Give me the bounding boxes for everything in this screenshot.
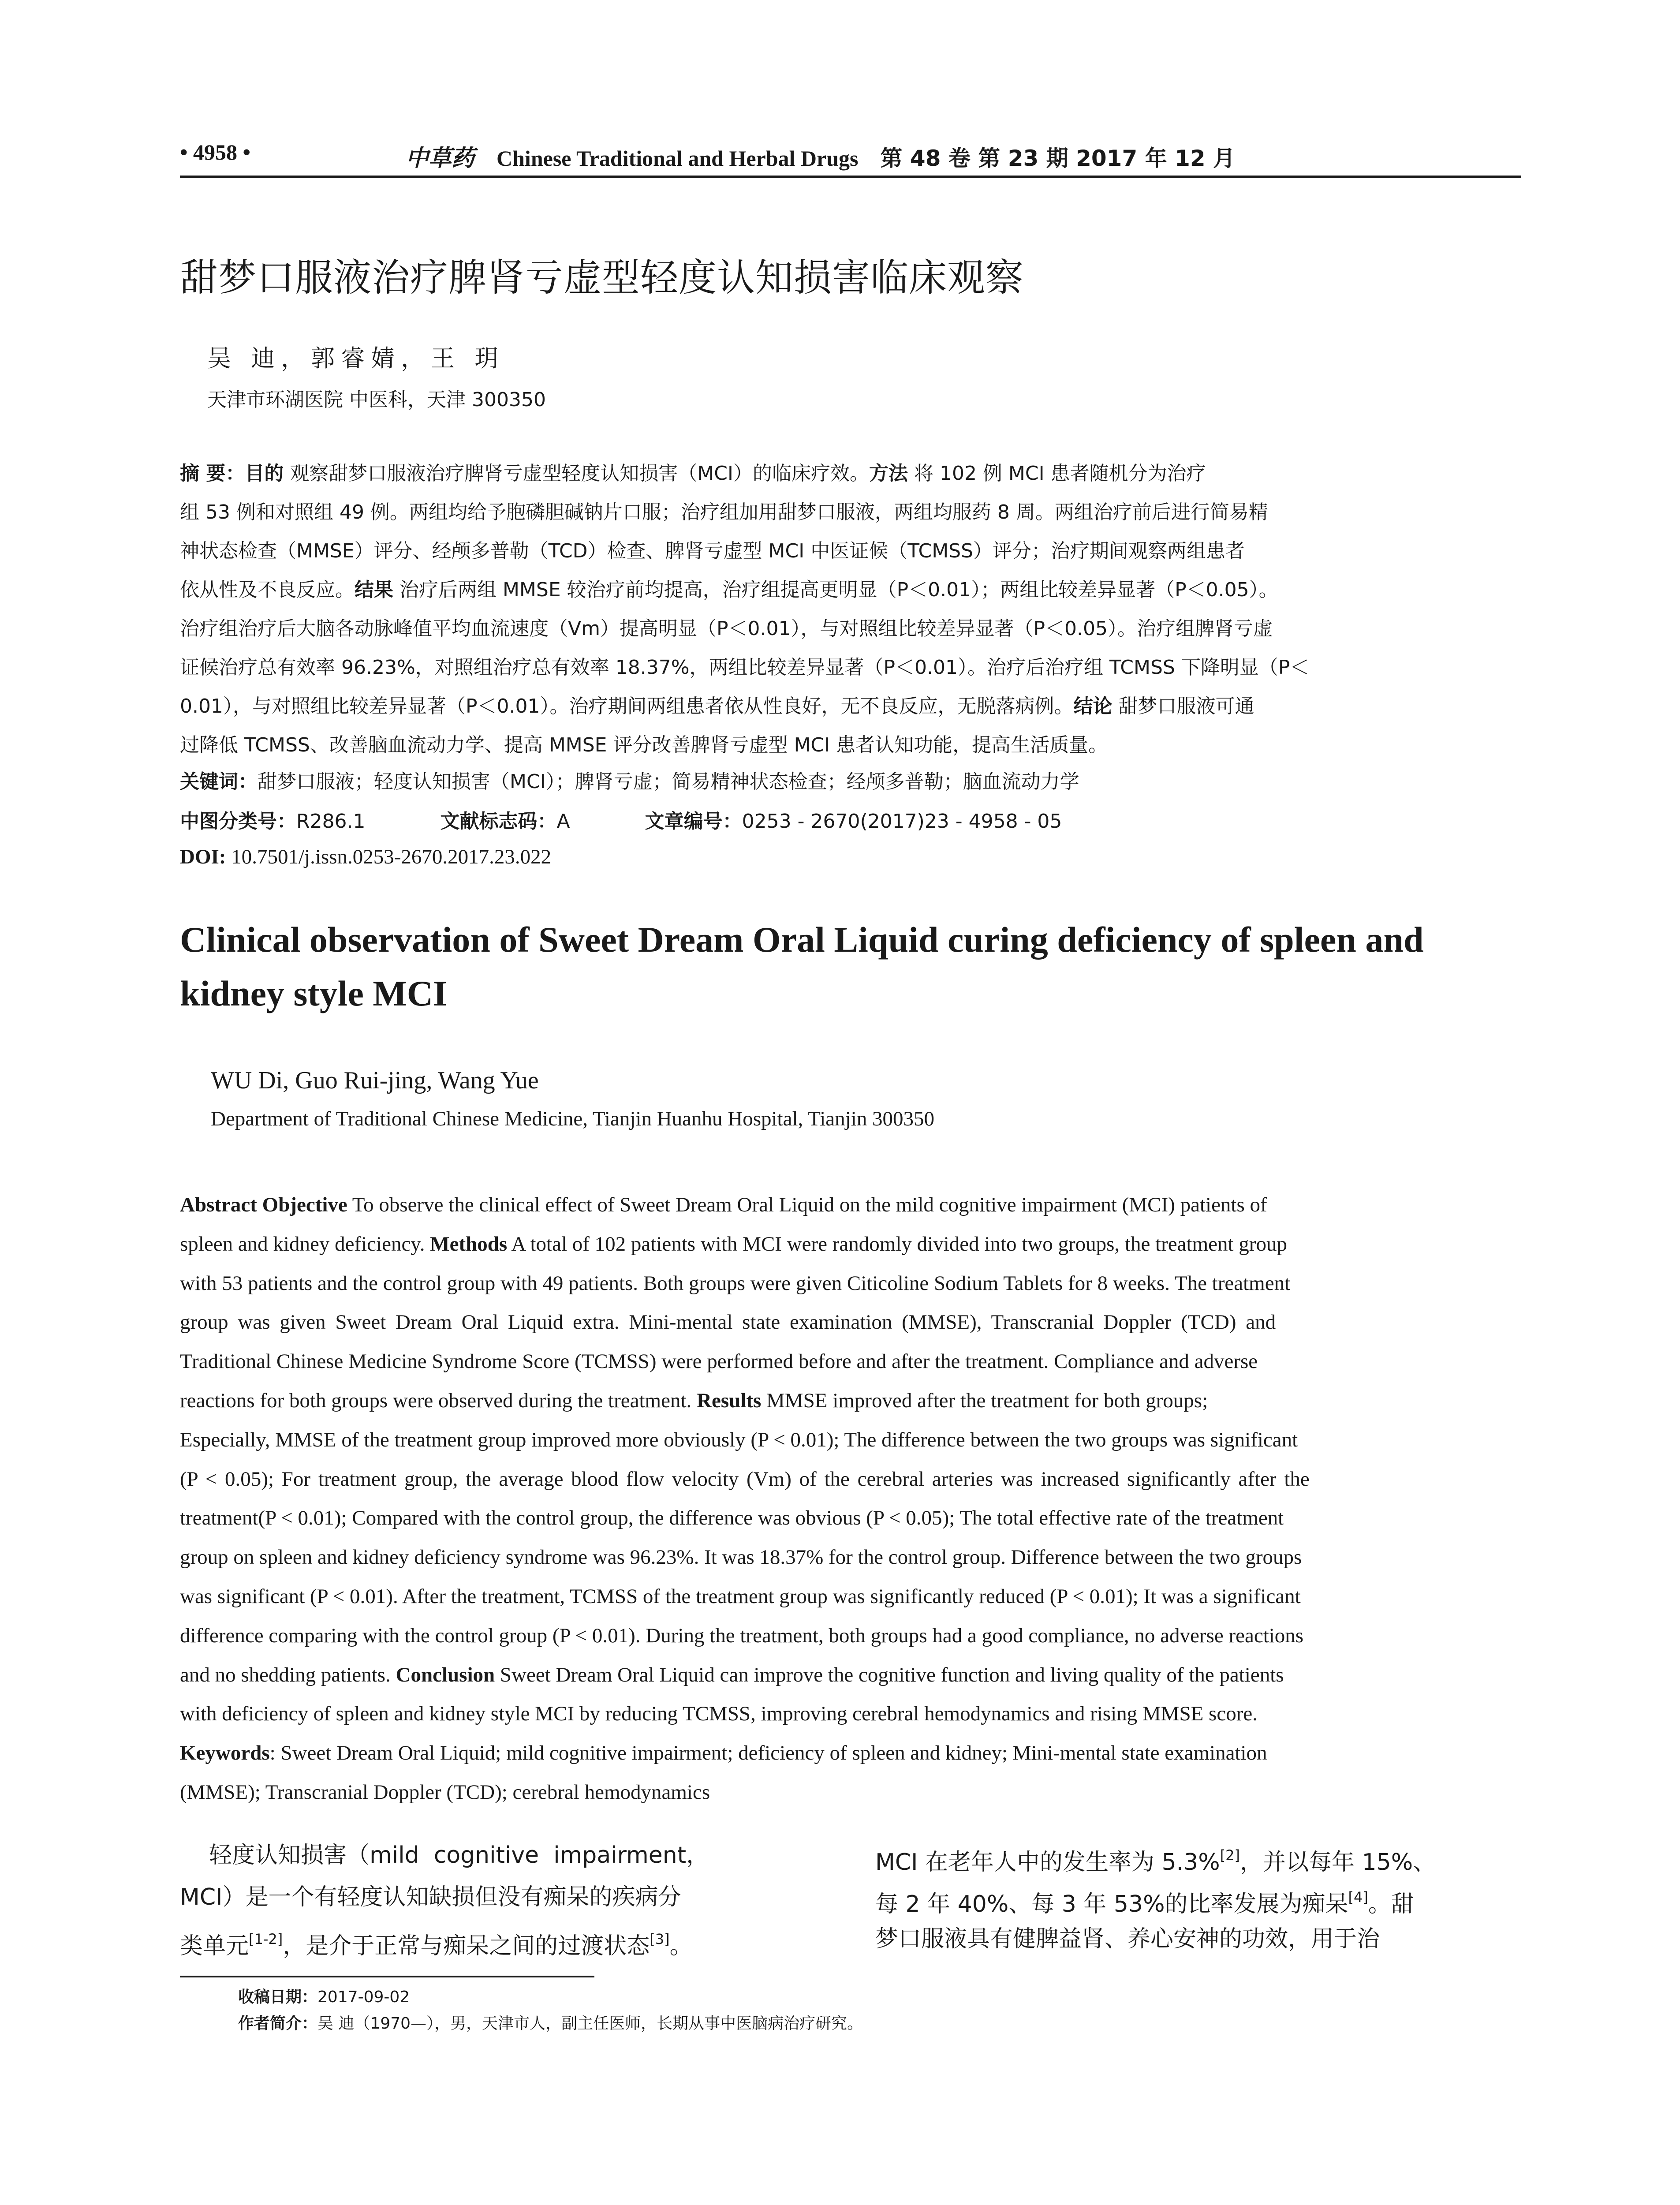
abstract-zh-line: 0.01），与对照组比较差异显著（P＜0.01）。治疗期间两组患者依从性良好，无不良反应，无脱落病例。结论 甜梦口服液可通 bbox=[180, 695, 1254, 718]
body-column-right bbox=[875, 1835, 1510, 1960]
abstract-en-line: difference comparing with the control group (P < 0.01). During the treatment, both groups had a good compliance, no adverse reactions bbox=[180, 1624, 1304, 1647]
abstract-zh-line: 神状态检查（MMSE）评分、经颅多普勒（TCD）检查、脾肾亏虚型 MCI 中医证候（TCMSS）评分；治疗期间观察两组患者 bbox=[180, 540, 1245, 562]
body-line: 轻度认知损害（mild cognitive impairment， bbox=[180, 1842, 709, 1869]
citation-ref: [4] bbox=[1348, 1889, 1368, 1906]
authors-zh: 吴 迪，郭睿婧，王 玥 bbox=[207, 344, 505, 372]
abstract-en bbox=[180, 1185, 1521, 1812]
abstract-en-line: spleen and kidney deficiency. Methods A total of 102 patients with MCI were randomly divided into two groups, the treatment group bbox=[180, 1232, 1287, 1256]
abstract-zh-line: 依从性及不良反应。结果 治疗后两组 MMSE 较治疗前均提高，治疗组提高更明显（P＜0.01）；两组比较差异显著（P＜0.05）。 bbox=[180, 579, 1278, 601]
citation-ref: [2] bbox=[1220, 1847, 1240, 1864]
classification-line: 中图分类号：R286.1 文献标志码：A 文章编号：0253 - 2670(2017)23 - 4958 - 05 bbox=[180, 810, 1062, 833]
abstract-en-line: group on spleen and kidney deficiency syndrome was 96.23%. It was 18.37% for the control group. Difference between the two groups bbox=[180, 1546, 1302, 1569]
footnote-author: 作者简介：吴 迪（1970—），男，天津市人，副主任医师，长期从事中医脑病治疗研究。 bbox=[238, 2014, 863, 2033]
doi-line: DOI: 10.7501/j.issn.0253-2670.2017.23.022 bbox=[180, 845, 552, 868]
abstract-zh-line: 治疗组治疗后大脑各动脉峰值平均血流速度（Vm）提高明显（P＜0.01），与对照组比较差异显著（P＜0.05）。治疗组脾肾亏虚 bbox=[180, 617, 1273, 640]
abstract-en-line: with 53 patients and the control group with 49 patients. Both groups were given Citicoline Sodium Tablets for 8 weeks. The treatment bbox=[180, 1271, 1291, 1295]
abstract-en-line: was significant (P < 0.01). After the treatment, TCMSS of the treatment group was significantly reduced (P < 0.01); It was a significant bbox=[180, 1585, 1301, 1608]
paper-title-en: Clinical observation of Sweet Dream Oral Liquid curing deficiency of spleen and kidney style MCI bbox=[180, 919, 1424, 1013]
abstract-en-line: Especially, MMSE of the treatment group improved more obviously (P < 0.01); The difference between the two groups was significant bbox=[180, 1428, 1298, 1451]
abstract-zh-line: 证候治疗总有效率 96.23%，对照组治疗总有效率 18.37%，两组比较差异显著（P＜0.01）。治疗后治疗组 TCMSS 下降明显（P＜ bbox=[180, 656, 1310, 679]
citation-ref: [3] bbox=[650, 1931, 670, 1947]
body-line: 梦口服液具有健脾益肾、养心安神的功效，用于治 bbox=[875, 1926, 1380, 1952]
authors-en: WU Di, Guo Rui-jing, Wang Yue bbox=[211, 1067, 539, 1094]
abstract-zh bbox=[180, 454, 1521, 765]
abstract-en-line: Traditional Chinese Medicine Syndrome Score (TCMSS) were performed before and after the treatment. Compliance and adverse bbox=[180, 1350, 1258, 1373]
keywords-en-cont: (MMSE); Transcranial Doppler (TCD); cerebral hemodynamics bbox=[180, 1780, 710, 1804]
footnote-rule bbox=[180, 1976, 594, 1977]
keywords-zh: 关键词：甜梦口服液；轻度认知损害（MCI）；脾肾亏虚；简易精神状态检查；经颅多普勒；脑血流动力学 bbox=[180, 770, 1079, 793]
keywords-en: Keywords: Sweet Dream Oral Liquid; mild cognitive impairment; deficiency of spleen and kidney; Mini-mental state examination bbox=[180, 1742, 1267, 1765]
journal-name-cn: 中草药 bbox=[406, 145, 475, 172]
abstract-en-line: reactions for both groups were observed during the treatment. Results MMSE improved after the treatment for both groups; bbox=[180, 1389, 1208, 1412]
body-line: 类单元[1-2]，是介于正常与痴呆之间的过渡状态[3]。 bbox=[180, 1931, 693, 1959]
abstract-zh-line: 组 53 例和对照组 49 例。两组均给予胞磷胆碱钠片口服；治疗组加用甜梦口服液，两组均服药 8 周。两组治疗前后进行简易精 bbox=[180, 501, 1268, 523]
journal-name-en: Chinese Traditional and Herbal Drugs bbox=[497, 146, 859, 171]
body-line: 每 2 年 40%、每 3 年 53%的比率发展为痴呆[4]。甜 bbox=[875, 1889, 1414, 1917]
journal-header bbox=[406, 139, 1235, 172]
abstract-en-line: with deficiency of spleen and kidney style MCI by reducing TCMSS, improving cerebral hemodynamics and rising MMSE score. bbox=[180, 1702, 1258, 1726]
abstract-en-line: (P < 0.05); For treatment group, the average blood flow velocity (Vm) of the cerebral arteries was increased significantly after the bbox=[180, 1467, 1310, 1491]
abstract-en-line: and no shedding patients. Conclusion Sweet Dream Oral Liquid can improve the cognitive function and living quality of the patients bbox=[180, 1663, 1284, 1686]
paper-title-zh: 甜梦口服液治疗脾肾亏虚型轻度认知损害临床观察 bbox=[180, 256, 1024, 300]
journal-issue: 第 48 卷 第 23 期 2017 年 12 月 bbox=[880, 146, 1236, 171]
abstract-zh-line: 摘 要：目的 观察甜梦口服液治疗脾肾亏虚型轻度认知损害（MCI）的临床疗效。方法 将 102 例 MCI 患者随机分为治疗 bbox=[180, 462, 1206, 485]
body-column-left bbox=[180, 1835, 815, 1960]
body-line: MCI 在老年人中的发生率为 5.3%[2]，并以每年 15%、 bbox=[875, 1847, 1436, 1876]
header-rule bbox=[180, 176, 1521, 178]
page-number: • 4958 • bbox=[180, 140, 251, 164]
footnote-received: 收稿日期：2017-09-02 bbox=[238, 1988, 410, 2006]
body-line: MCI）是一个有轻度认知缺损但没有痴呆的疾病分 bbox=[180, 1884, 681, 1910]
citation-ref: [1-2] bbox=[249, 1931, 283, 1947]
abstract-zh-line: 过降低 TCMSS、改善脑血流动力学、提高 MMSE 评分改善脾肾亏虚型 MCI 患者认知功能，提高生活质量。 bbox=[180, 734, 1108, 756]
abstract-en-line: treatment(P < 0.01); Compared with the control group, the difference was obvious (P < 0.05); The total effective rate of the treatment bbox=[180, 1506, 1284, 1530]
affiliation-zh: 天津市环湖医院 中医科，天津 300350 bbox=[207, 389, 546, 411]
affiliation-en: Department of Traditional Chinese Medicine, Tianjin Huanhu Hospital, Tianjin 300350 bbox=[211, 1107, 935, 1130]
abstract-en-line: group was given Sweet Dream Oral Liquid extra. Mini-mental state examination (MMSE), Transcranial Doppler (TCD) and bbox=[180, 1311, 1276, 1334]
abstract-en-line: Abstract Objective To observe the clinical effect of Sweet Dream Oral Liquid on the mild cognitive impairment (MCI) patients of bbox=[180, 1193, 1267, 1216]
